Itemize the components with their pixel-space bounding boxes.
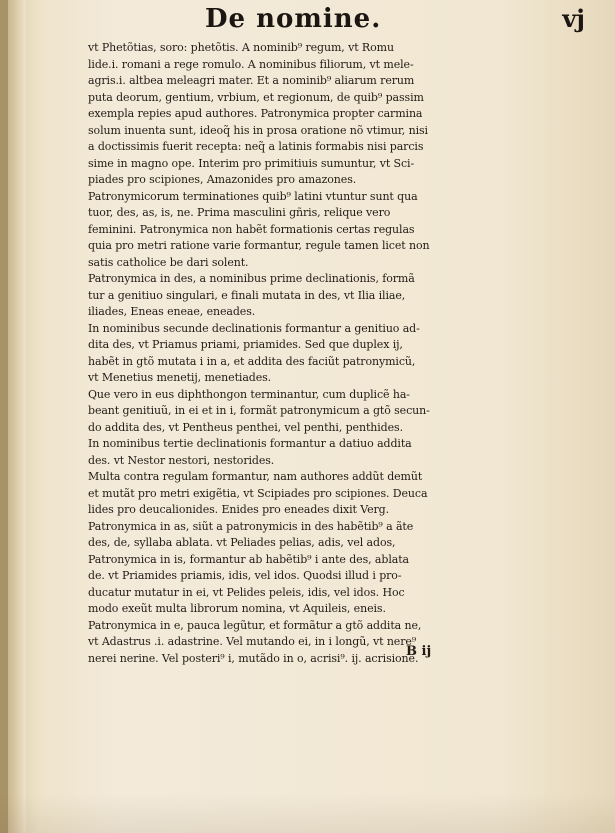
page-shadow — [0, 793, 615, 833]
text-line: beant genitiuũ, in ei et in i, formãt patronymicum a gtõ secun- — [88, 404, 430, 417]
text-line: solum inuenta sunt, ideoq̃ his in prosa oratione nõ vtimur, nisi — [88, 123, 428, 137]
text-line: habẽt in gtõ mutata i in a, et addita des faciũt patronymicũ, — [88, 354, 416, 368]
text-line: vt Adastrus .i. adastrine. Vel mutando ei, in i longũ, vt nere⁹ — [88, 635, 417, 648]
text-line: de. vt Priamides priamis, idis, vel idos. Quodsi illud i pro- — [88, 569, 402, 582]
signature-mark: B ij — [406, 644, 432, 659]
text-line: dita des, vt Priamus priami, priamides. Sed que duplex ij, — [88, 338, 403, 351]
text-line: des. vt Nestor nestori, nestorides. — [88, 453, 275, 467]
text-line: ducatur mutatur in ei, vt Pelides peleis, idis, vel idos. Hoc — [88, 585, 405, 599]
text-line: Que vero in eus diphthongon terminantur, cum duplicẽ ha- — [88, 387, 410, 401]
text-line: feminini. Patronymica non habẽt formationis certas regulas — [88, 222, 415, 236]
folio-number: vj — [562, 4, 585, 33]
text-line: piades pro scipiones, Amazonides pro amazones. — [88, 173, 357, 186]
text-line: Patronymica in is, formantur ab habẽtib⁹ i ante des, ablata — [88, 552, 409, 566]
text-line: tur a genitiuo singulari, e finali mutata in des, vt Ilia iliae, — [88, 288, 406, 302]
text-block — [88, 40, 478, 667]
text-line: lide.i. romani a rege romulo. A nominibus filiorum, vt mele- — [88, 57, 414, 71]
text-line: modo exeũt multa librorum nomina, vt Aquileis, eneis. — [88, 602, 386, 615]
text-line: exempla repies apud authores. Patronymica propter carmina — [88, 107, 423, 120]
text-line: sime in magno ope. Interim pro primitiuis sumuntur, vt Sci- — [88, 156, 415, 170]
text-line: satis catholice be dari solent. — [88, 255, 249, 269]
text-line: iliades, Eneas eneae, eneades. — [88, 305, 256, 318]
text-line: et mutãt pro metri exigẽtia, vt Scipiades pro scipiones. Deuca — [88, 486, 428, 500]
text-line: Patronymica in e, pauca legũtur, et formãtur a gtõ addita ne, — [88, 618, 422, 632]
text-line: tuor, des, as, is, ne. Prima masculini gñris, relique vero — [88, 206, 391, 219]
text-line: Patronymica in as, siũt a patronymicis in des habẽtib⁹ a ãte — [88, 519, 414, 533]
text-line: Multa contra regulam formantur, nam authores addũt demũt — [88, 470, 423, 483]
page-edge — [0, 0, 8, 833]
text-line: agris.i. altbea meleagri mater. Et a nominib⁹ aliarum rerum — [88, 74, 415, 87]
text-line: quia pro metri ratione varie formantur, regule tamen licet non — [88, 239, 430, 252]
text-line: do addita des, vt Pentheus penthei, vel penthi, penthides. — [88, 420, 403, 434]
text-line: vt Phetõtias, soro: phetõtis. A nominib⁹ regum, vt Romu — [88, 41, 394, 54]
text-line: In nominibus tertie declinationis formantur a datiuo addita — [88, 437, 412, 450]
text-line: Patronymica in des, a nominibus prime declinationis, formã — [88, 272, 415, 285]
text-line: nerei nerine. Vel posteri⁹ i, mutãdo in o, acrisi⁹. ij. acrisione. — [88, 651, 419, 665]
text-line: lides pro deucalionides. Enides pro eneades dixit Verg. — [88, 503, 389, 516]
text-line: des, de, syllaba ablata. vt Peliades pelias, adis, vel ados, — [88, 536, 396, 549]
text-line: Patronymicorum terminationes quib⁹ latini vtuntur sunt qua — [88, 189, 418, 203]
running-title: De nomine. — [205, 4, 382, 34]
text-line: puta deorum, gentium, vrbium, et regionum, de quib⁹ passim — [88, 90, 424, 104]
text-line: a doctissimis fuerit recepta: neq̃ a latinis formabis nisi parcis — [88, 140, 424, 153]
running-header — [205, 4, 585, 38]
text-line: In nominibus secunde declinationis formantur a genitiuo ad- — [88, 321, 420, 335]
text-line: vt Menetius menetij, menetiades. — [88, 371, 272, 384]
